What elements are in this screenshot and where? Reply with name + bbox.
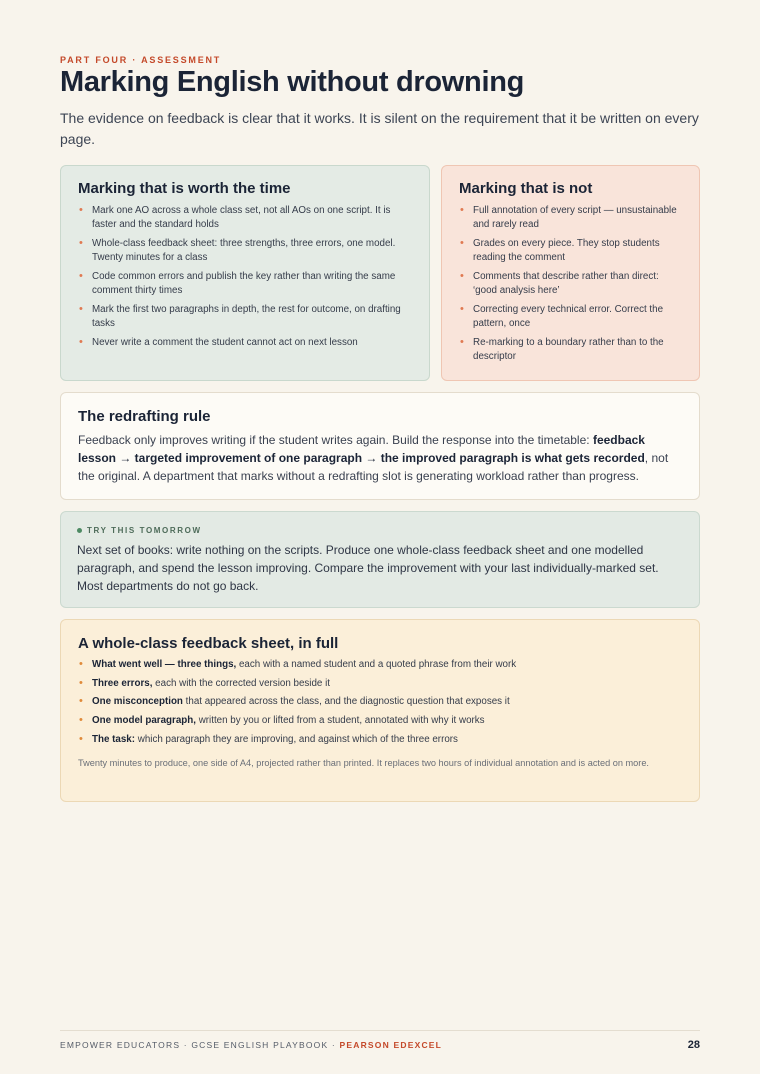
page-number: 28 <box>687 1039 700 1051</box>
worth-list <box>78 204 413 350</box>
list-item: • Full annotation of every script — unsustainable and rarely read <box>459 204 685 232</box>
item-lead: The task: <box>92 733 136 745</box>
item-rest: written by you or lifted from a student, annotated with why it works <box>195 715 485 727</box>
list-item: • Grades on every piece. They stop students reading the comment <box>459 237 685 265</box>
list-item <box>78 658 683 673</box>
footer-publication <box>60 1040 442 1050</box>
try-this-tomorrow-card <box>60 511 700 608</box>
sheet-heading: A whole-class feedback sheet, in full <box>78 635 339 652</box>
worth-the-time-card <box>60 165 430 381</box>
try-tag-label: TRY THIS TOMORROW <box>87 526 202 535</box>
list-item: • Never write a comment the student cannot act on next lesson <box>78 336 413 350</box>
redraft-text <box>78 431 683 485</box>
sheet-list <box>78 658 683 748</box>
list-item: • Whole-class feedback sheet: three strengths, three errors, one model. Twenty minutes for a class <box>78 237 413 265</box>
worth-heading: Marking that is worth the time <box>78 180 291 197</box>
redrafting-rule-card <box>60 392 700 500</box>
item-lead: Three errors, <box>92 677 153 689</box>
list-item <box>78 733 683 748</box>
page-title: Marking English without drowning <box>60 66 525 98</box>
redraft-text-2: , not the original. A department that marks without a redrafting slot is generating workload rather than progress. <box>78 451 669 483</box>
dot-icon <box>77 528 82 533</box>
item-rest: each with the corrected version beside it <box>152 677 330 689</box>
footer-divider <box>60 1030 700 1031</box>
list-item: • Comments that describe rather than direct: ‘good analysis here’ <box>459 270 685 298</box>
item-rest: that appeared across the class, and the diagnostic question that exposes it <box>182 696 510 708</box>
try-tag <box>77 526 683 535</box>
page-footer <box>60 1039 700 1051</box>
list-item: • Code common errors and publish the key rather than writing the same comment thirty times <box>78 270 413 298</box>
list-item <box>78 695 683 710</box>
item-lead: What went well — three things, <box>92 659 237 670</box>
redraft-heading: The redrafting rule <box>78 408 211 425</box>
footer-brand: PEARSON EDEXCEL <box>339 1040 443 1050</box>
footer-series: EMPOWER EDUCATORS · GCSE ENGLISH PLAYBOOK · <box>60 1040 340 1050</box>
not-list <box>459 204 685 364</box>
item-lead: One misconception <box>92 696 183 708</box>
list-item <box>78 677 683 692</box>
section-kicker: PART FOUR · ASSESSMENT <box>60 55 222 65</box>
list-item: • Re-marking to a boundary rather than to the descriptor <box>459 336 685 364</box>
sheet-note: Twenty minutes to produce, one side of A4, projected rather than printed. It replaces two hours of individual annotation and is acted on more. <box>78 757 649 768</box>
not-worth-card <box>441 165 700 381</box>
feedback-sheet-card <box>60 619 700 802</box>
item-rest: which paragraph they are improving, and against which of the three errors <box>135 733 458 745</box>
list-item <box>78 714 683 729</box>
list-item: • Mark one AO across a whole class set, not all AOs on one script. It is faster and the standard holds <box>78 204 413 232</box>
not-heading: Marking that is not <box>459 180 593 197</box>
item-rest: each with a named student and a quoted phrase from their work <box>236 659 517 670</box>
redraft-text-1: Feedback only improves writing if the student writes again. Build the response into the timetable: <box>78 433 593 447</box>
item-lead: One model paragraph, <box>92 715 196 727</box>
list-item: • Correcting every technical error. Correct the pattern, once <box>459 303 685 331</box>
list-item: • Mark the first two paragraphs in depth, the rest for outcome, on drafting tasks <box>78 303 413 331</box>
redraft-bold: feedback lesson → targeted improvement of one paragraph → the improved paragraph is what gets recorded <box>78 433 645 465</box>
page-lede: The evidence on feedback is clear that it works. It is silent on the requirement that it be written on every page. <box>60 110 699 147</box>
try-text: Next set of books: write nothing on the scripts. Produce one whole-class feedback sheet and one modelled paragraph, and spend the lesson improving. Compare the improvement with your last individually-marked set. Most departments do not go back. <box>77 543 659 593</box>
